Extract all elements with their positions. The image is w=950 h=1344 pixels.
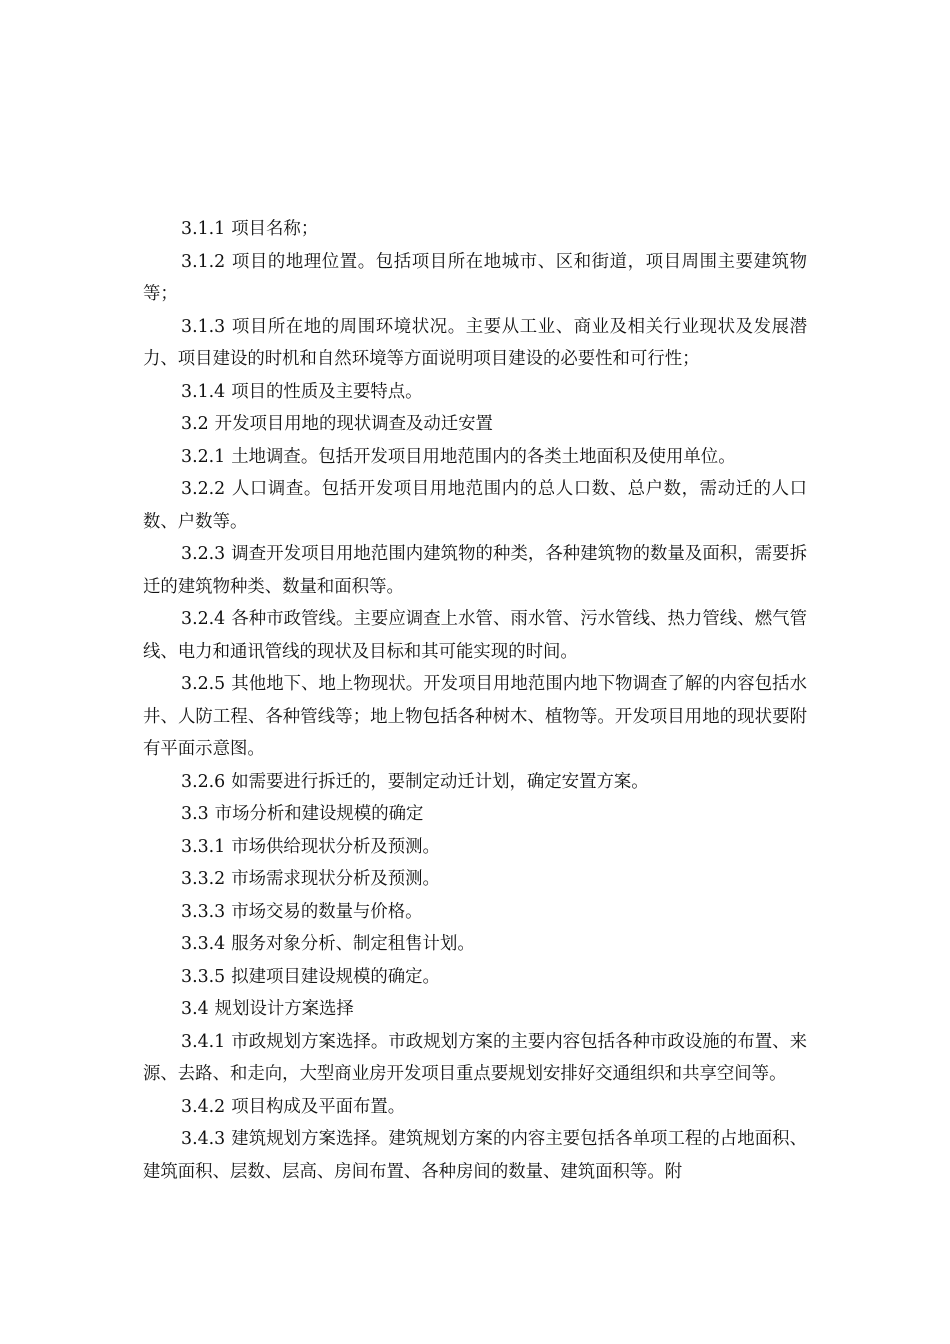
section-number: 3.2.2 xyxy=(181,479,226,499)
section-heading-3-3 xyxy=(143,798,807,831)
section-number: 3.2.5 xyxy=(181,674,226,694)
document-body xyxy=(143,213,807,1188)
paragraph-text: 调查开发项目用地范围内建筑物的种类，各种建筑物的数量及面积，需要拆迁的建筑物种类、数量和面积等。 xyxy=(143,544,807,597)
section-number: 3.2.1 xyxy=(181,446,226,467)
paragraph-text: 人口调查。包括开发项目用地范围内的总人口数、总户数，需动迁的人口数、户数等。 xyxy=(143,479,807,532)
section-number: 3.2.6 xyxy=(181,771,226,792)
paragraph-text: 市场供给现状分析及预测。 xyxy=(231,836,440,857)
paragraph-3-1-2 xyxy=(143,246,807,311)
paragraph-3-2-3 xyxy=(143,538,807,603)
paragraph-3-1-4 xyxy=(143,376,807,409)
section-number: 3.2.4 xyxy=(181,609,226,629)
section-number: 3.4.3 xyxy=(181,1129,226,1149)
section-number: 3.4 xyxy=(181,999,209,1019)
heading-text: 市场分析和建设规模的确定 xyxy=(214,804,424,824)
paragraph-3-1-1 xyxy=(143,213,807,246)
section-number: 3.1.4 xyxy=(181,381,226,402)
heading-text: 规划设计方案选择 xyxy=(214,999,354,1019)
paragraph-3-2-5 xyxy=(143,668,807,766)
paragraph-text: 市政规划方案选择。市政规划方案的主要内容包括各种市政设施的布置、来源、去路、和走向，大型商业房开发项目重点要规划安排好交通组织和共享空间等。 xyxy=(143,1031,807,1084)
paragraph-3-3-1 xyxy=(143,831,807,864)
paragraph-3-3-2 xyxy=(143,863,807,896)
section-number: 3.2.3 xyxy=(181,544,226,564)
section-number: 3.3.1 xyxy=(181,836,226,857)
section-number: 3.3.3 xyxy=(181,901,226,922)
paragraph-text: 项目的地理位置。包括项目所在地城市、区和街道，项目周围主要建筑物等； xyxy=(143,251,807,304)
paragraph-3-3-5 xyxy=(143,961,807,994)
section-number: 3.2 xyxy=(181,414,209,434)
paragraph-text: 项目构成及平面布置。 xyxy=(231,1096,406,1117)
paragraph-text: 其他地下、地上物现状。开发项目用地范围内地下物调查了解的内容包括水井、人防工程、各种管线等；地上物包括各种树木、植物等。开发项目用地的现状要附有平面示意图。 xyxy=(143,674,807,759)
section-number: 3.4.1 xyxy=(181,1031,226,1052)
paragraph-text: 市场交易的数量与价格。 xyxy=(231,901,423,922)
section-number: 3.4.2 xyxy=(181,1096,226,1117)
paragraph-3-4-3 xyxy=(143,1123,807,1188)
paragraph-3-2-2 xyxy=(143,473,807,538)
paragraph-text: 服务对象分析、制定租售计划。 xyxy=(231,934,475,954)
paragraph-3-3-3 xyxy=(143,896,807,929)
section-number: 3.3.4 xyxy=(181,934,226,954)
paragraph-text: 如需要进行拆迁的，要制定动迁计划，确定安置方案。 xyxy=(231,771,649,792)
section-number: 3.1.3 xyxy=(181,316,226,337)
paragraph-text: 建筑规划方案选择。建筑规划方案的内容主要包括各单项工程的占地面积、建筑面积、层数、层高、房间布置、各种房间的数量、建筑面积等。附 xyxy=(143,1129,807,1182)
section-heading-3-4 xyxy=(143,993,807,1026)
paragraph-3-2-6 xyxy=(143,766,807,799)
paragraph-text: 市场需求现状分析及预测。 xyxy=(231,869,440,889)
section-number: 3.3.2 xyxy=(181,869,226,889)
paragraph-text: 项目的性质及主要特点。 xyxy=(231,381,423,402)
paragraph-text: 项目所在地的周围环境状况。主要从工业、商业及相关行业现状及发展潜力、项目建设的时机和自然环境等方面说明项目建设的必要性和可行性； xyxy=(143,316,807,369)
section-number: 3.3.5 xyxy=(181,966,226,987)
section-number: 3.1.1 xyxy=(181,219,226,239)
section-number: 3.1.2 xyxy=(181,251,226,272)
paragraph-3-4-1 xyxy=(143,1026,807,1091)
paragraph-text: 项目名称； xyxy=(231,219,319,239)
paragraph-3-4-2 xyxy=(143,1091,807,1124)
paragraph-text: 各种市政管线。主要应调查上水管、雨水管、污水管线、热力管线、燃气管线、电力和通讯管线的现状及目标和其可能实现的时间。 xyxy=(143,609,807,662)
section-number: 3.3 xyxy=(181,804,209,824)
paragraph-3-2-4 xyxy=(143,603,807,668)
paragraph-text: 拟建项目建设规模的确定。 xyxy=(231,966,440,987)
heading-text: 开发项目用地的现状调查及动迁安置 xyxy=(214,414,493,434)
paragraph-3-3-4 xyxy=(143,928,807,961)
paragraph-3-1-3 xyxy=(143,311,807,376)
paragraph-text: 土地调查。包括开发项目用地范围内的各类土地面积及使用单位。 xyxy=(231,446,736,467)
paragraph-3-2-1 xyxy=(143,441,807,474)
section-heading-3-2 xyxy=(143,408,807,441)
